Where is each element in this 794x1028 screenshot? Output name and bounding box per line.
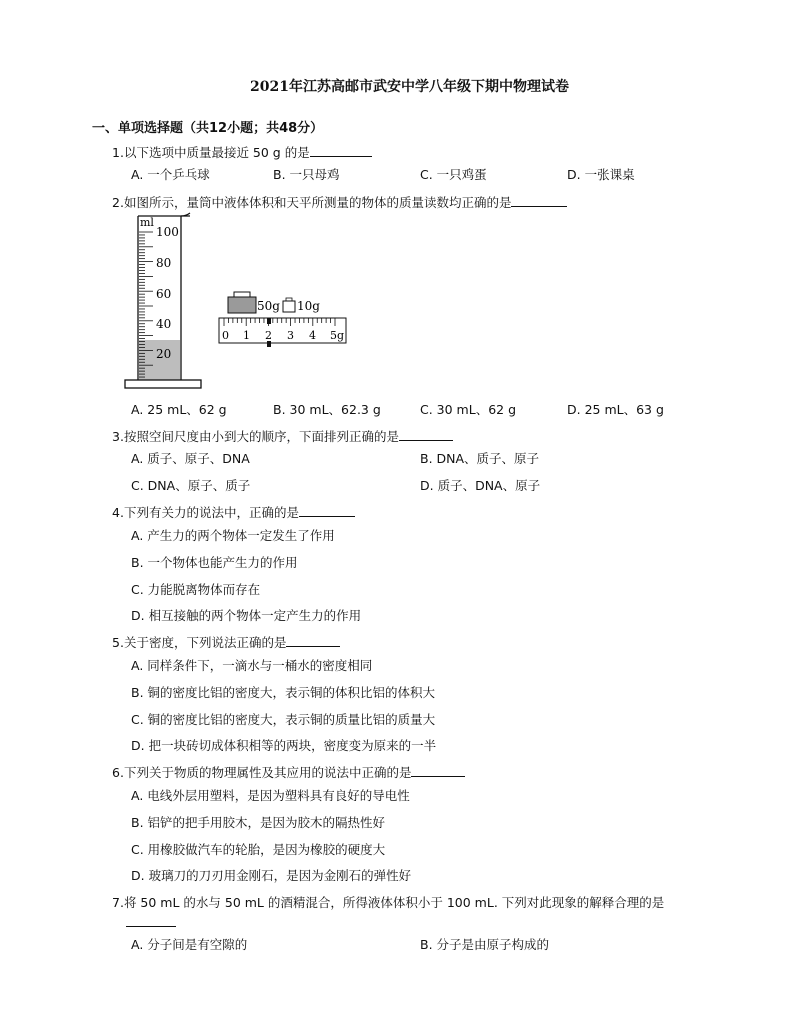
ruler-label-4: 4 bbox=[309, 329, 316, 342]
question-number: 2. bbox=[112, 195, 124, 210]
question-number: 1. bbox=[112, 145, 124, 160]
cylinder-label-60: 60 bbox=[156, 287, 172, 301]
option-c: C. 铜的密度比铝的密度大，表示铜的质量比铝的质量大 bbox=[131, 712, 436, 727]
question-text: 以下选项中质量最接近 50 g 的是 bbox=[123, 145, 310, 160]
question-1 bbox=[112, 143, 372, 161]
option-a: A. 质子、原子、DNA bbox=[131, 451, 250, 466]
weight-10g-icon bbox=[283, 301, 295, 312]
option-c: C. 一只鸡蛋 bbox=[420, 167, 487, 182]
answer-blank bbox=[399, 428, 453, 441]
option-c: C. 用橡胶做汽车的轮胎，是因为橡胶的硬度大 bbox=[131, 842, 386, 857]
option-d: D. 质子、DNA、原子 bbox=[420, 478, 541, 493]
option-a: A. 分子间是有空隙的 bbox=[131, 937, 248, 952]
option-a: A. 25 mL、62 g bbox=[131, 402, 227, 417]
answer-blank bbox=[126, 916, 176, 927]
question-number: 7. bbox=[112, 895, 124, 910]
question-6 bbox=[112, 763, 465, 781]
cylinder-unit: ml bbox=[140, 216, 154, 229]
weight-50g-label: 50g bbox=[257, 299, 280, 313]
option-b: B. 一个物体也能产生力的作用 bbox=[131, 555, 298, 570]
option-b: B. 一只母鸡 bbox=[273, 167, 340, 182]
question-text: 下列有关力的说法中，正确的是 bbox=[123, 505, 299, 520]
balance-figure bbox=[214, 283, 354, 353]
option-d: D. 一张课桌 bbox=[567, 167, 635, 182]
cylinder-label-20: 20 bbox=[156, 347, 172, 361]
ruler-label-0: 0 bbox=[222, 329, 229, 342]
answer-blank bbox=[511, 194, 567, 207]
answer-blank bbox=[299, 504, 355, 517]
cylinder-label-40: 40 bbox=[156, 317, 172, 331]
weight-50g-icon bbox=[228, 297, 256, 313]
option-b: B. DNA、质子、原子 bbox=[420, 451, 540, 466]
question-text: 将 50 mL 的水与 50 mL 的酒精混合，所得液体体积小于 100 mL. 下列对此现象的解释合理的是 bbox=[123, 895, 665, 910]
question-text: 下列关于物质的物理属性及其应用的说法中正确的是 bbox=[123, 765, 412, 780]
question-text: 如图所示，量筒中液体体积和天平所测量的物体的质量读数均正确的是 bbox=[123, 195, 512, 210]
question-number: 4. bbox=[112, 505, 124, 520]
option-a: A. 产生力的两个物体一定发生了作用 bbox=[131, 528, 335, 543]
answer-blank bbox=[310, 144, 372, 157]
page-title: 2021年江苏高邮市武安中学八年级下期中物理试卷 bbox=[250, 79, 569, 95]
option-d: D. 把一块砖切成体积相等的两块，密度变为原来的一半 bbox=[131, 738, 437, 753]
option-c: C. 30 mL、62 g bbox=[420, 402, 517, 417]
option-a: A. 一个乒乓球 bbox=[131, 167, 210, 182]
question-text: 关于密度，下列说法正确的是 bbox=[123, 635, 287, 650]
question-text: 按照空间尺度由小到大的顺序，下面排列正确的是 bbox=[123, 429, 399, 444]
ruler-label-5g: 5g bbox=[330, 329, 345, 342]
question-number: 6. bbox=[112, 765, 124, 780]
cylinder-label-80: 80 bbox=[156, 256, 172, 270]
ruler-label-3: 3 bbox=[287, 329, 294, 342]
question-number: 5. bbox=[112, 635, 124, 650]
option-d: D. 玻璃刀的刀刃用金刚石，是因为金刚石的弹性好 bbox=[131, 868, 412, 883]
balance-ruler bbox=[219, 318, 346, 343]
measuring-cylinder-figure bbox=[120, 212, 210, 397]
option-a: A. 电线外层用塑料，是因为塑料具有良好的导电性 bbox=[131, 788, 410, 803]
ruler-label-2: 2 bbox=[265, 329, 272, 342]
cylinder-label-100: 100 bbox=[156, 225, 179, 239]
question-3 bbox=[112, 427, 453, 445]
question-number: 3. bbox=[112, 429, 124, 444]
ruler-label-1: 1 bbox=[243, 329, 250, 342]
option-a: A. 同样条件下，一滴水与一桶水的密度相同 bbox=[131, 658, 373, 673]
option-b: B. 30 mL、62.3 g bbox=[273, 402, 381, 417]
question-7 bbox=[112, 893, 664, 911]
question-5 bbox=[112, 633, 340, 651]
section-heading: 一、单项选择题（共12小题；共48分） bbox=[92, 121, 324, 136]
option-b: B. 分子是由原子构成的 bbox=[420, 937, 550, 952]
option-c: C. DNA、原子、质子 bbox=[131, 478, 251, 493]
cylinder-base bbox=[125, 380, 201, 388]
option-d: D. 25 mL、63 g bbox=[567, 402, 664, 417]
rider-marker bbox=[267, 318, 271, 324]
answer-blank bbox=[286, 634, 340, 647]
option-d: D. 相互接触的两个物体一定产生力的作用 bbox=[131, 608, 362, 623]
option-b: B. 铜的密度比铝的密度大，表示铜的体积比铝的体积大 bbox=[131, 685, 436, 700]
question-4 bbox=[112, 503, 355, 521]
weight-10g-label: 10g bbox=[297, 299, 320, 313]
question-2 bbox=[112, 193, 567, 211]
option-c: C. 力能脱离物体而存在 bbox=[131, 582, 261, 597]
answer-blank bbox=[411, 764, 465, 777]
option-b: B. 铝铲的把手用胶木，是因为胶木的隔热性好 bbox=[131, 815, 386, 830]
